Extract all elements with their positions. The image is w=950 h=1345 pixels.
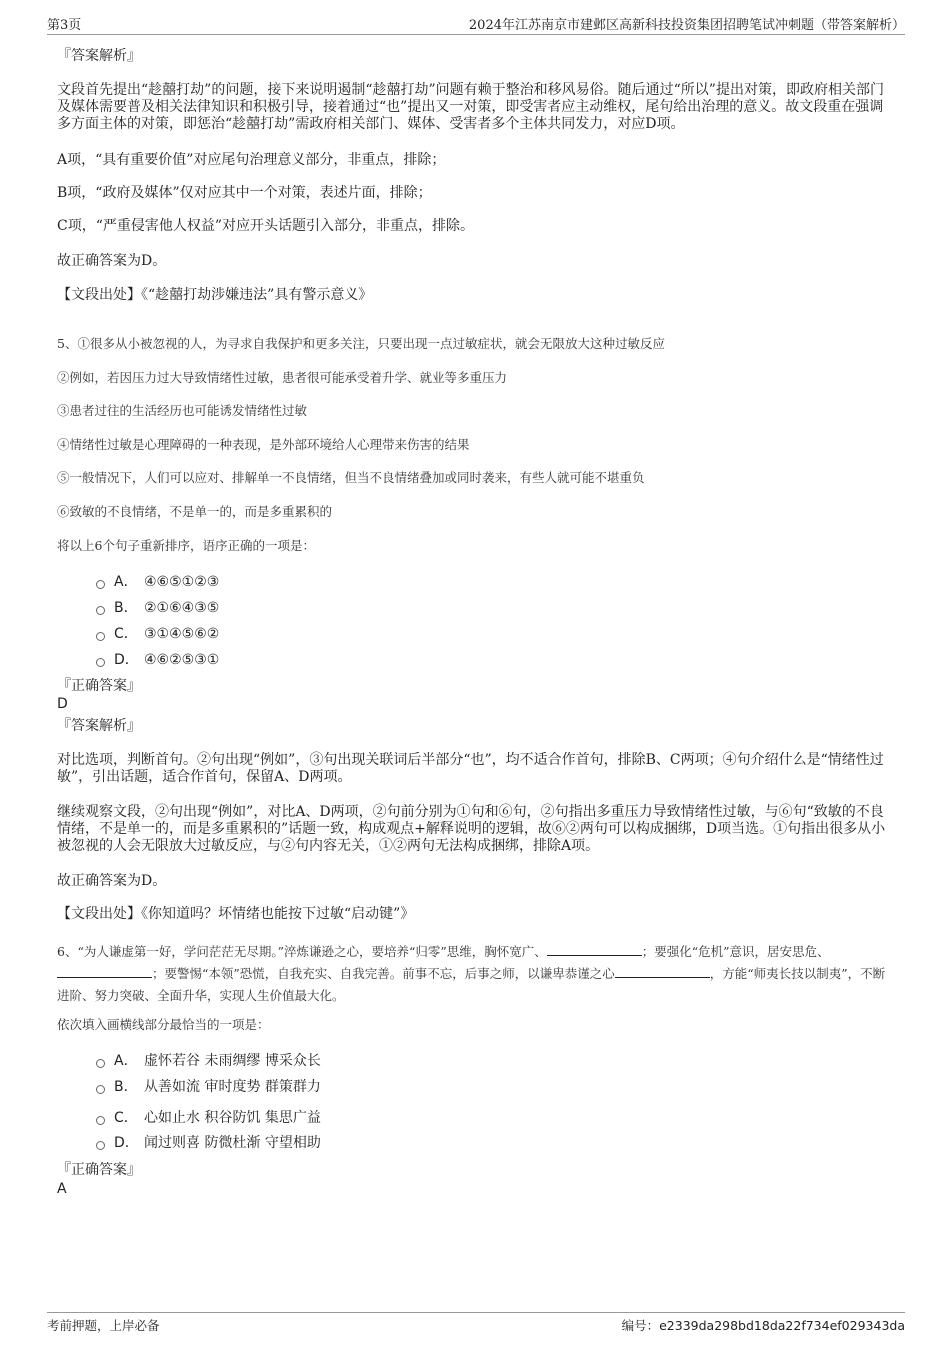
option-key: C． <box>114 626 138 642</box>
q6-option-a[interactable] <box>96 1052 321 1070</box>
option-text: 心如止水 积谷防饥 集思广益 <box>144 1110 321 1126</box>
q6-stem-part-4: ，方能“师夷长技以制夷”，不断进阶、努力突破、全面升华，实现人生价值最大化。 <box>57 966 886 1003</box>
q5-sentence-3: ③患者过往的生活经历也可能诱发情绪性过敏 <box>57 403 308 418</box>
blank-3[interactable] <box>615 965 710 978</box>
radio-icon[interactable] <box>96 1116 105 1125</box>
option-text: ④⑥②⑤③① <box>144 652 220 668</box>
q4-analysis-label: 『答案解析』 <box>57 48 141 64</box>
option-key: B． <box>114 1079 138 1095</box>
q6-stem-part-2: ；要强化“危机”意识，居安思危、 <box>641 944 830 959</box>
radio-icon[interactable] <box>96 658 105 667</box>
option-text: 虚怀若谷 未雨绸缪 博采众长 <box>144 1053 321 1069</box>
q6-stem-part-3: ；要警惕“本领”恐慌，自我充实、自我完善。前事不忘，后事之师，以谦卑恭谨之心 <box>152 966 615 981</box>
q5-answer: D <box>57 696 68 712</box>
radio-icon[interactable] <box>96 1059 105 1068</box>
q5-analysis-label: 『答案解析』 <box>57 718 141 734</box>
document-id: 编号：e2339da298bd18da22f734ef029343da <box>621 1318 905 1333</box>
radio-icon[interactable] <box>96 632 105 641</box>
option-key: D． <box>114 1135 139 1151</box>
radio-icon[interactable] <box>96 606 105 615</box>
q6-prompt: 依次填入画横线部分最恰当的一项是： <box>57 1017 270 1032</box>
option-key: A． <box>114 1053 138 1069</box>
radio-icon[interactable] <box>96 1141 105 1150</box>
page-header <box>47 14 905 35</box>
q6-option-b[interactable] <box>96 1078 321 1096</box>
q5-analysis-paragraph-1: 对比选项，判断首句。②句出现“例如”，③句出现关联词后半部分“也”，均不适合作首句，排除B、C两项；④句介绍什么是“情绪性过敏”，引出话题，适合作首句，保留A、D两项。 <box>57 752 884 785</box>
q6-option-d[interactable] <box>96 1134 321 1152</box>
q5-prompt: 将以上6个句子重新排序，语序正确的一项是： <box>57 538 315 553</box>
q4-analysis-paragraph-2: A项，“具有重要价值”对应尾句治理意义部分，非重点，排除； <box>57 152 446 168</box>
q5-sentence-2: ②例如，若因压力过大导致情绪性过敏，患者很可能承受着升学、就业等多重压力 <box>57 370 508 385</box>
q5-sentence-6: ⑥致敏的不良情绪，不是单一的，而是多重累积的 <box>57 504 333 519</box>
option-key: A． <box>114 574 138 590</box>
option-key: D． <box>114 652 139 668</box>
option-key: B． <box>114 600 138 616</box>
q5-option-a[interactable] <box>96 573 219 591</box>
document-title: 2024年江苏南京市建邺区高新科技投资集团招聘笔试冲刺题（带答案解析） <box>468 18 905 33</box>
option-text: ④⑥⑤①②③ <box>144 574 220 590</box>
q5-sentence-1: 5、①很多从小被忽视的人，为寻求自我保护和更多关注，只要出现一点过敏症状，就会无限放大这种过敏反应 <box>57 336 665 351</box>
q5-option-d[interactable] <box>96 651 219 669</box>
q4-analysis-paragraph-4: C项，“严重侵害他人权益”对应开头话题引入部分，非重点，排除。 <box>57 218 475 234</box>
q5-sentence-4: ④情绪性过敏是心理障碍的一种表现，是外部环境给人心理带来伤害的结果 <box>57 437 470 452</box>
q5-option-c[interactable] <box>96 625 219 643</box>
q4-analysis-paragraph-3: B项，“政府及媒体”仅对应其中一个对策，表述片面，排除； <box>57 185 432 201</box>
q6-stem-part-1: 6、“为人谦虚第一好，学问茫茫无尽期。”淬炼谦逊之心，要培养“归零”思维，胸怀宽广、 <box>57 944 547 959</box>
option-key: C． <box>114 1110 138 1126</box>
radio-icon[interactable] <box>96 1085 105 1094</box>
q6-stem <box>57 941 895 1007</box>
option-text: 闻过则喜 防微杜渐 守望相助 <box>144 1135 321 1151</box>
q6-answer-label: 『正确答案』 <box>57 1162 141 1178</box>
q6-answer: A <box>57 1181 67 1197</box>
option-text: ②①⑥④③⑤ <box>144 600 220 616</box>
q5-sentence-5: ⑤一般情况下，人们可以应对、排解单一不良情绪，但当不良情绪叠加或同时袭来，有些人就可能不堪重负 <box>57 470 645 485</box>
option-text: 从善如流 审时度势 群策群力 <box>144 1079 321 1095</box>
q4-analysis-paragraph-1: 文段首先提出“趁囍打劫”的问题，接下来说明遏制“趁囍打劫”问题有赖于整治和移风易俗。随后通过“所以”提出对策，即政府相关部门及媒体需要普及相关法律知识和积极引导，接着通过“也”提出又一对策，即受害者应主动维权，尾句给出治理的意义。故文段重在强调多方面主体的对策，即惩治“趁囍打劫”需政府相关部门、媒体、受害者多个主体共同发力，对应D项。 <box>57 82 884 132</box>
q5-source: 【文段出处】《你知道吗？坏情绪也能按下过敏“启动键”》 <box>57 906 415 922</box>
blank-1[interactable] <box>547 943 642 956</box>
radio-icon[interactable] <box>96 580 105 589</box>
page-number: 第3页 <box>47 18 82 33</box>
page-footer <box>47 1312 905 1333</box>
option-text: ③①④⑤⑥② <box>144 626 220 642</box>
footer-slogan: 考前押题，上岸必备 <box>47 1318 160 1333</box>
q5-analysis-paragraph-2: 继续观察文段，②句出现“例如”，对比A、D两项，②句前分别为①句和⑥句，②句指出多重压力导致情绪性过敏，与⑥句“致敏的不良情绪，不是单一的，而是多重累积的”话题一致，构成观点+解释说明的逻辑，故⑥②两句可以构成捆绑，D项当选。①句指出很多从小被忽视的人会无限放大过敏反应，与②句内容无关，①②两句无法构成捆绑，排除A项。 <box>57 804 886 854</box>
q5-answer-label: 『正确答案』 <box>57 678 141 694</box>
q4-source: 【文段出处】《“趁囍打劫涉嫌违法”具有警示意义》 <box>57 287 373 303</box>
blank-2[interactable] <box>57 965 152 978</box>
q4-analysis-conclusion: 故正确答案为D。 <box>57 253 167 269</box>
q5-option-b[interactable] <box>96 599 219 617</box>
q6-option-c[interactable] <box>96 1109 321 1127</box>
q5-analysis-conclusion: 故正确答案为D。 <box>57 873 167 889</box>
